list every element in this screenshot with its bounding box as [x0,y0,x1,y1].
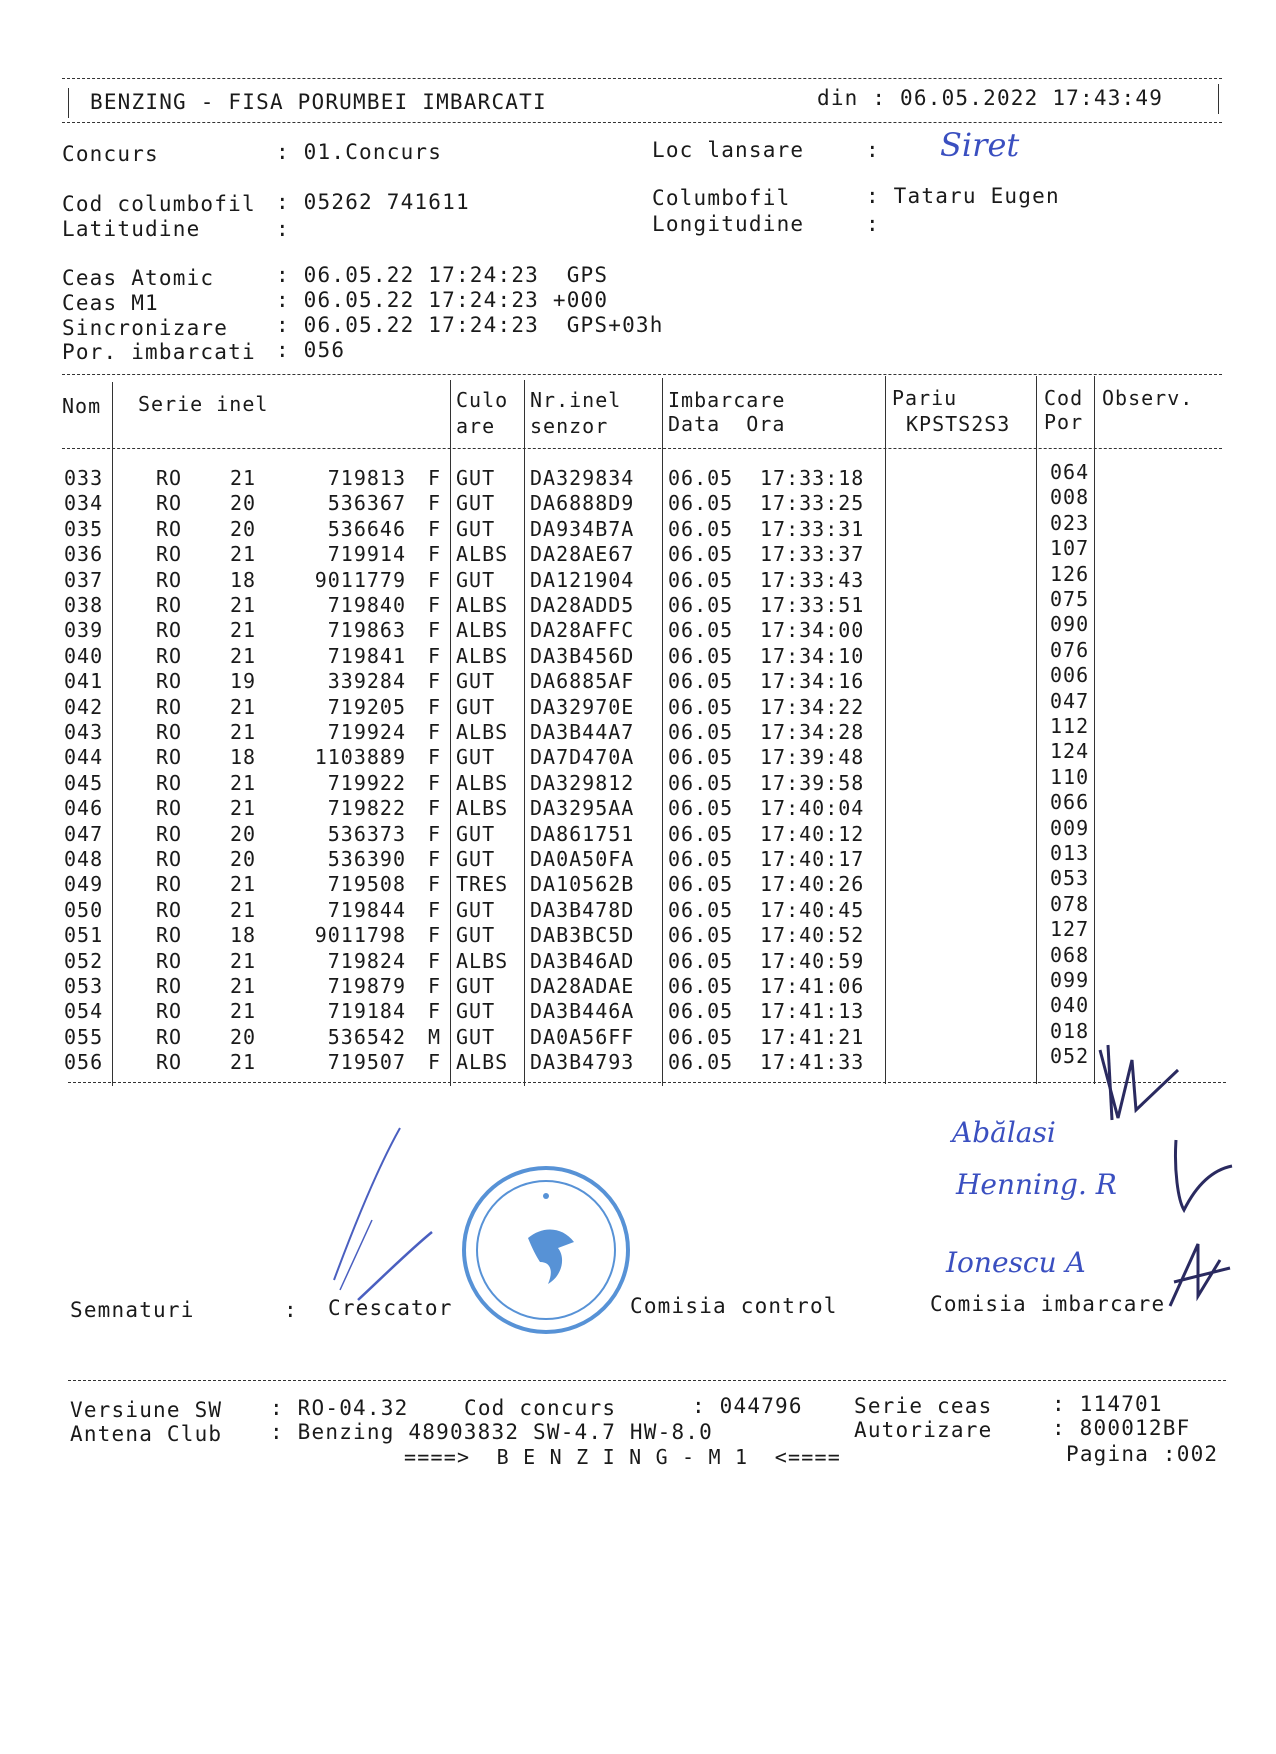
row-nom: 036 [64,542,104,567]
cod-columbofil-label: Cod columbofil [62,192,256,216]
sincronizare-value: : 06.05.22 17:24:23 GPS+03h [276,313,664,337]
row-data: 06.05 [668,542,734,567]
antena-club-label: Antena Club [70,1422,223,1446]
row-an: 21 [230,618,257,643]
row-nr-inel: 536390 [327,847,406,871]
row-cod-por: 009 [1050,815,1090,840]
row-ora: 17:41:21 [760,1024,865,1049]
row-data: 06.05 [668,847,734,871]
handwritten-name-3: Ionescu A [946,1246,1086,1279]
row-nom: 053 [64,974,104,998]
row-nom: 056 [64,1050,104,1075]
row-data: 06.05 [668,745,734,770]
row-sex: F [428,897,442,922]
row-data: 06.05 [668,516,734,541]
row-an: 21 [230,796,257,821]
row-culoare: GUT [456,567,496,592]
col-culoare-1: Culo [456,388,509,412]
concurs-value: : 01.Concurs [276,140,443,164]
row-sex: F [428,796,442,821]
row-an: 18 [230,745,257,770]
row-culoare: ALBS [456,593,509,617]
row-data: 06.05 [668,643,734,668]
row-nom: 039 [64,618,104,643]
row-tara: RO [156,923,183,948]
row-nom: 040 [64,643,104,668]
col-imbarcare-1: Imbarcare [668,388,786,412]
row-an: 21 [230,542,257,567]
row-cod-por: 047 [1050,688,1090,713]
por-imbarcati-label: Por. imbarcati [62,340,256,364]
row-ora: 17:34:16 [760,669,865,694]
row-cod-por: 099 [1050,968,1090,992]
row-nr-inel: 536367 [327,491,406,516]
row-tara: RO [156,542,183,567]
row-nr-inel: 9011798 [314,923,406,948]
row-senzor: DA329812 [530,770,635,795]
row-nom: 048 [64,847,104,871]
autorizare-value: : 800012BF [1052,1416,1191,1440]
row-an: 20 [230,516,257,541]
row-ora: 17:34:10 [760,643,865,668]
row-senzor: DA28ADAE [530,974,635,998]
row-data: 06.05 [668,796,734,821]
row-culoare: ALBS [456,618,509,643]
longitudine-value: : [866,212,880,236]
row-cod-por: 066 [1050,790,1090,815]
row-sex: F [428,847,442,871]
row-sex: F [428,491,442,516]
row-senzor: DA861751 [530,821,635,846]
row-tara: RO [156,897,183,922]
row-tara: RO [156,974,183,998]
ceas-m1-label: Ceas M1 [62,291,159,315]
row-nr-inel: 719813 [327,466,406,490]
row-culoare: GUT [456,923,496,948]
columbofil-value: : Tataru Eugen [866,184,1060,208]
row-senzor: DA329834 [530,466,635,490]
row-senzor: DA0A50FA [530,847,635,871]
row-an: 21 [230,897,257,922]
row-ora: 17:33:25 [760,491,865,516]
row-an: 18 [230,567,257,592]
row-cod-por: 008 [1050,485,1090,510]
row-senzor: DA28ADD5 [530,593,635,617]
row-senzor: DA3B478D [530,897,635,922]
document-date: din : 06.05.2022 17:43:49 [817,86,1164,110]
row-sex: F [428,643,442,668]
row-tara: RO [156,847,183,871]
row-nom: 035 [64,516,104,541]
row-data: 06.05 [668,948,734,973]
col-pariu-2: KPSTS2S3 [906,412,1011,436]
row-nr-inel: 719922 [327,770,406,795]
row-nr-inel: 536373 [327,821,406,846]
ceas-atomic-value: : 06.05.22 17:24:23 GPS [276,263,609,287]
row-sex: M [428,1024,442,1049]
row-culoare: GUT [456,466,496,490]
row-nr-inel: 719205 [327,694,406,719]
footer-banner: ====> B E N Z I N G - M 1 <==== [404,1445,841,1469]
row-data: 06.05 [668,1024,734,1049]
row-an: 21 [230,872,257,897]
row-tara: RO [156,669,183,694]
row-data: 06.05 [668,872,734,897]
antena-club-value: : Benzing 48903832 SW-4.7 HW-8.0 [270,1420,713,1444]
row-nom: 037 [64,567,104,592]
row-cod-por: 023 [1050,510,1090,535]
sincronizare-label: Sincronizare [62,316,229,340]
row-cod-por: 110 [1050,764,1090,789]
row-senzor: DAB3BC5D [530,923,635,948]
row-nom: 038 [64,593,104,617]
row-ora: 17:41:13 [760,999,865,1024]
row-an: 21 [230,999,257,1024]
row-culoare: GUT [456,491,496,516]
semnaturi-sep: : [284,1298,298,1322]
versiune-label: Versiune SW [70,1398,223,1422]
loc-lansare-sep: : [866,138,880,162]
row-tara: RO [156,593,183,617]
col-imbarcare-2: Data Ora [668,412,786,436]
row-ora: 17:33:37 [760,542,865,567]
row-cod-por: 112 [1050,714,1090,738]
col-observ: Observ. [1102,386,1194,410]
row-senzor: DA3B44A7 [530,720,635,744]
row-culoare: GUT [456,847,496,871]
row-data: 06.05 [668,821,734,846]
row-culoare: GUT [456,974,496,998]
row-tara: RO [156,999,183,1024]
row-ora: 17:40:26 [760,872,865,897]
row-sex: F [428,466,442,490]
row-tara: RO [156,821,183,846]
ceas-atomic-label: Ceas Atomic [62,266,215,290]
row-culoare: ALBS [456,643,509,668]
row-an: 20 [230,491,257,516]
row-ora: 17:40:12 [760,821,865,846]
row-nom: 054 [64,999,104,1024]
row-data: 06.05 [668,593,734,617]
row-an: 21 [230,720,257,744]
por-imbarcati-value: : 056 [276,338,346,362]
row-ora: 17:40:59 [760,948,865,973]
row-ora: 17:34:00 [760,618,865,643]
row-senzor: DA934B7A [530,516,635,541]
row-tara: RO [156,567,183,592]
row-tara: RO [156,618,183,643]
row-nom: 050 [64,897,104,922]
row-tara: RO [156,1024,183,1049]
row-senzor: DA6888D9 [530,491,635,516]
serie-ceas-value: : 114701 [1052,1392,1163,1416]
row-nr-inel: 719924 [327,720,406,744]
loc-lansare-label: Loc lansare [652,138,805,162]
autorizare-label: Autorizare [854,1418,993,1442]
row-sex: F [428,745,442,770]
row-sex: F [428,516,442,541]
row-nom: 041 [64,669,104,694]
row-tara: RO [156,745,183,770]
row-sex: F [428,720,442,744]
row-data: 06.05 [668,491,734,516]
row-senzor: DA3295AA [530,796,635,821]
row-ora: 17:33:31 [760,516,865,541]
row-tara: RO [156,516,183,541]
row-cod-por: 075 [1050,587,1090,611]
row-cod-por: 052 [1050,1044,1090,1069]
row-culoare: ALBS [456,948,509,973]
latitudine-label: Latitudine [62,217,201,241]
row-nr-inel: 719863 [327,618,406,643]
row-tara: RO [156,948,183,973]
cod-concurs-value: : 044796 [692,1394,803,1418]
row-cod-por: 090 [1050,612,1090,637]
row-nr-inel: 9011779 [314,567,406,592]
row-sex: F [428,593,442,617]
row-nr-inel: 719914 [327,542,406,567]
row-ora: 17:41:33 [760,1050,865,1075]
row-nr-inel: 719822 [327,796,406,821]
row-senzor: DA6885AF [530,669,635,694]
footer-top-border [68,1380,1226,1381]
row-nr-inel: 719508 [327,872,406,897]
row-ora: 17:40:45 [760,897,865,922]
row-nr-inel: 719184 [327,999,406,1024]
ceas-m1-value: : 06.05.22 17:24:23 +000 [276,288,609,312]
row-tara: RO [156,694,183,719]
row-tara: RO [156,466,183,490]
row-cod-por: 107 [1050,536,1090,561]
row-sex: F [428,542,442,567]
row-ora: 17:33:51 [760,593,865,617]
row-nr-inel: 719879 [327,974,406,998]
row-sex: F [428,948,442,973]
row-sex: F [428,974,442,998]
row-culoare: ALBS [456,770,509,795]
col-nom: Nom [62,394,102,418]
row-senzor: DA10562B [530,872,635,897]
cod-concurs-label: Cod concurs [464,1396,617,1420]
document-title: BENZING - FISA PORUMBEI IMBARCATI [90,90,547,114]
row-sex: F [428,923,442,948]
row-culoare: GUT [456,999,496,1024]
row-ora: 17:33:18 [760,466,865,490]
row-cod-por: 040 [1050,993,1090,1018]
row-nr-inel: 719841 [327,643,406,668]
handwritten-name-2: Henning. R [956,1168,1117,1201]
row-culoare: GUT [456,694,496,719]
row-culoare: ALBS [456,542,509,567]
handwritten-name-1: Abălasi [952,1116,1056,1149]
row-ora: 17:39:48 [760,745,865,770]
row-nom: 052 [64,948,104,973]
semnaturi-label: Semnaturi [70,1298,195,1322]
row-culoare: GUT [456,897,496,922]
row-nom: 044 [64,745,104,770]
row-nr-inel: 719507 [327,1050,406,1075]
row-sex: F [428,999,442,1024]
row-nr-inel: 719844 [327,897,406,922]
row-nr-inel: 1103889 [314,745,406,770]
col-cod-2: Por [1044,410,1084,434]
row-sex: F [428,669,442,694]
row-data: 06.05 [668,618,734,643]
latitudine-value: : [276,217,290,241]
row-cod-por: 064 [1050,460,1090,484]
col-serie: Serie inel [138,392,269,416]
row-culoare: GUT [456,821,496,846]
row-senzor: DA28AFFC [530,618,635,643]
serie-ceas-label: Serie ceas [854,1394,993,1418]
row-ora: 17:41:06 [760,974,865,998]
club-stamp-seal [462,1166,630,1334]
row-senzor: DA3B456D [530,643,635,668]
row-sex: F [428,694,442,719]
row-an: 21 [230,770,257,795]
row-tara: RO [156,720,183,744]
row-tara: RO [156,872,183,897]
row-nr-inel: 719824 [327,948,406,973]
row-nom: 049 [64,872,104,897]
concurs-label: Concurs [62,142,159,166]
row-nom: 051 [64,923,104,948]
row-senzor: DA3B46AD [530,948,635,973]
row-culoare: ALBS [456,1050,509,1075]
col-nrinel-2: senzor [530,414,609,438]
row-ora: 17:40:04 [760,796,865,821]
row-nr-inel: 339284 [327,669,406,694]
row-an: 21 [230,1050,257,1075]
row-sex: F [428,618,442,643]
row-cod-por: 126 [1050,561,1090,586]
row-data: 06.05 [668,466,734,490]
row-culoare: GUT [456,745,496,770]
row-nom: 055 [64,1024,104,1049]
row-nom: 034 [64,491,104,516]
row-nom: 047 [64,821,104,846]
row-cod-por: 006 [1050,663,1090,688]
versiune-value: : RO-04.32 [270,1396,409,1420]
row-culoare: TRES [456,872,509,897]
row-cod-por: 078 [1050,891,1090,916]
row-ora: 17:34:22 [760,694,865,719]
row-senzor: DA3B446A [530,999,635,1024]
crescator-label: Crescator [328,1296,453,1320]
row-ora: 17:40:52 [760,923,865,948]
row-nr-inel: 536542 [327,1024,406,1049]
longitudine-label: Longitudine [652,212,805,236]
row-culoare: GUT [456,1024,496,1049]
row-sex: F [428,770,442,795]
row-nom: 042 [64,694,104,719]
row-cod-por: 076 [1050,637,1090,662]
row-data: 06.05 [668,897,734,922]
pigeon-emblem-icon [462,1166,630,1334]
row-senzor: DA3B4793 [530,1050,635,1075]
row-sex: F [428,1050,442,1075]
row-sex: F [428,872,442,897]
row-data: 06.05 [668,974,734,998]
row-senzor: DA0A56FF [530,1024,635,1049]
row-cod-por: 053 [1050,866,1090,891]
row-tara: RO [156,643,183,668]
row-ora: 17:40:17 [760,847,865,871]
row-an: 20 [230,1024,257,1049]
row-culoare: GUT [456,669,496,694]
page-number: Pagina :002 [1066,1442,1219,1466]
row-cod-por: 127 [1050,917,1090,942]
row-senzor: DA28AE67 [530,542,635,567]
row-an: 18 [230,923,257,948]
row-senzor: DA121904 [530,567,635,592]
row-nom: 045 [64,770,104,795]
row-data: 06.05 [668,770,734,795]
row-culoare: GUT [456,516,496,541]
row-tara: RO [156,1050,183,1075]
row-tara: RO [156,491,183,516]
row-ora: 17:34:28 [760,720,865,744]
columbofil-label: Columbofil [652,186,791,210]
col-cod-1: Cod [1044,386,1084,410]
row-nr-inel: 536646 [327,516,406,541]
row-tara: RO [156,770,183,795]
cod-columbofil-value: : 05262 741611 [276,190,470,214]
row-nom: 043 [64,720,104,744]
comisia-control-label: Comisia control [630,1294,838,1318]
row-data: 06.05 [668,669,734,694]
loc-lansare-handwritten: Siret [940,126,1020,164]
row-data: 06.05 [668,567,734,592]
row-data: 06.05 [668,720,734,744]
row-cod-por: 018 [1050,1018,1090,1043]
col-pariu-1: Pariu [892,386,958,410]
row-cod-por: 068 [1050,942,1090,967]
row-an: 21 [230,694,257,719]
row-data: 06.05 [668,694,734,719]
row-sex: F [428,567,442,592]
col-nrinel-1: Nr.inel [530,388,622,412]
row-nom: 033 [64,466,104,490]
row-data: 06.05 [668,923,734,948]
col-culoare-2: are [456,414,496,438]
row-data: 06.05 [668,999,734,1024]
row-ora: 17:33:43 [760,567,865,592]
comisia-imbarcare-label: Comisia imbarcare [930,1292,1166,1316]
row-an: 21 [230,466,257,490]
row-culoare: ALBS [456,796,509,821]
row-culoare: ALBS [456,720,509,744]
row-cod-por: 013 [1050,841,1090,865]
row-nom: 046 [64,796,104,821]
row-sex: F [428,821,442,846]
row-ora: 17:39:58 [760,770,865,795]
row-nr-inel: 719840 [327,593,406,617]
row-an: 21 [230,643,257,668]
row-an: 21 [230,974,257,998]
row-an: 20 [230,847,257,871]
row-an: 21 [230,948,257,973]
row-cod-por: 124 [1050,739,1090,764]
row-senzor: DA32970E [530,694,635,719]
row-tara: RO [156,796,183,821]
row-senzor: DA7D470A [530,745,635,770]
row-data: 06.05 [668,1050,734,1075]
row-an: 20 [230,821,257,846]
row-an: 21 [230,593,257,617]
row-an: 19 [230,669,257,694]
